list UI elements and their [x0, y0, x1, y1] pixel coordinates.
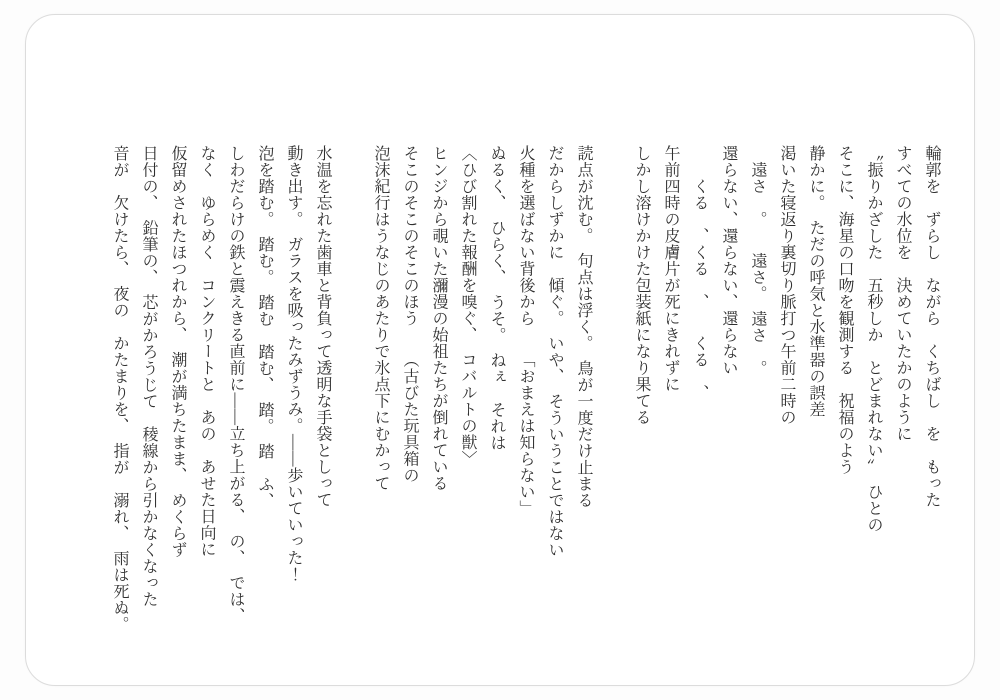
poem-line: だからしずかに 傾ぐ。 いや、 そういうことではない: [546, 145, 563, 558]
poem-line: 仮留めされたほつれから、 潮が満ちたまま、 めくらず: [169, 145, 186, 558]
page-card: [25, 14, 975, 686]
poem-line: 読点が沈む。 句点は浮く。 鳥が一度だけ止まる: [575, 145, 592, 509]
poem-line: そこのそこのそこのほう （古びた玩具箱の: [401, 145, 418, 484]
poem-line: ヒンジから覗いた瀰漫の始祖たちが倒れている: [430, 145, 447, 492]
poem-line: 音が 欠けたら、 夜の かたまりを、 指が 溺れ、 雨は死ぬ。: [111, 145, 128, 633]
poem-line: 火種を選ばない背後から 「おまえは知らない」: [517, 145, 534, 517]
poem-line: 遠さ 。 遠さ。 遠さ 。: [749, 145, 766, 377]
poem-line: 輪郭を ずらし ながら くちばし を もった: [923, 145, 940, 508]
poem-line: 〈ひび割れた報酬を嗅ぐ、 コバルトの獣〉: [459, 145, 476, 467]
poem-line: くる 、くる 、 くる 、: [691, 145, 708, 401]
poem-line: 還らない、還らない、還らない: [720, 145, 737, 376]
poem-line: 午前四時の皮膚片が死にきれずに: [662, 145, 679, 393]
poem-line: 水温を忘れた歯車と背負って透明な手袋としって: [314, 145, 331, 508]
poem-line: 泡沫紀行はうなじのあたりで氷点下にむかって: [372, 145, 389, 492]
poem-line: 静かに。 ただの呼気と水準器の誤差: [807, 145, 824, 418]
poem-line: 動き出す。 ガラスを吸ったみずうみ。――歩いていった！: [285, 145, 302, 583]
poem-stanza: [627, 145, 946, 655]
poem-line: すべての水位を 決めていたかのように: [894, 145, 911, 442]
poem-line: 渇いた寝返り裏切り脈打つ午前二時の: [778, 145, 795, 426]
poem-stanza: [105, 145, 337, 655]
poem: [105, 145, 946, 655]
poem-line: そこに、海星の口吻を観測する 祝福のよう: [836, 145, 853, 475]
poem-line: 〝振りかざした 五秒しか とどまれない〟 ひとの: [865, 145, 882, 533]
poem-stanza: [366, 145, 598, 655]
poem-line: 日付の、 鉛筆の、 芯がかろうじて 稜線から引かなくなった: [140, 145, 157, 608]
poem-line: 泡を踏む。 踏む。 踏む 踏む、 踏。 踏 ふ、: [256, 145, 273, 509]
poem-line: ぬるく、 ひらく、 うそ。 ねぇ それは: [488, 145, 505, 451]
poem-line: しわだらけの鉄と震えきる直前に――立ち上がる、 の、 では、: [227, 145, 244, 624]
poem-line: しかし溶けかけた包装紙になり果てる: [633, 145, 650, 426]
poem-line: なく ゆらめく コンクリートと あの あせた日向に: [198, 145, 215, 558]
